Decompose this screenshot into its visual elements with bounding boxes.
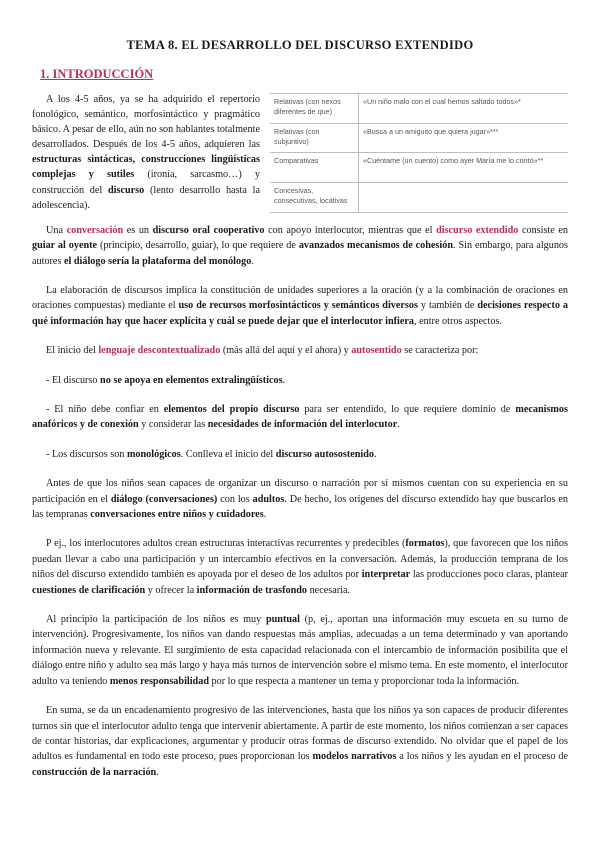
paragraph-participacion: Al principio la participación de los niños es muy puntual (p, ej., aportan una información muy escueta en su turno de intervención). Progresivamente, los niños van dando respuestas más amplias, adecuadas a un tema determinado y van aportando información nueva y relevante. El surgimiento de esta capacidad relacionada con el intercambio de información posibilita que el diálogo entre niño y adulto sea más largo y haya más turnos de intervención sobre el mismo tema. En este momento, el interlocutor adulto va teniendo menos responsabilidad por lo que respecta a mantener un tema y proporcionar toda la información. (32, 614, 568, 687)
paragraph-elaboracion: La elaboración de discursos implica la constitución de unidades superiores a la oración (y a la combinación de oraciones en oraciones compuestas) mediante el uso de recursos morfosintácticos y semánticos diversos y también de decisiones respecto a qué información hay que hacer explícita y cuál se puede dejar que el interlocutor infiera, entre otros aspectos. (32, 284, 568, 327)
paragraph-conversacion: Una conversación es un discurso oral cooperativo con apoyo interlocutor, mientras que el discurso extendido consiste en guiar al oyente (principio, desarrollo, guiar), lo que requiere de avanzados mecanismos de cohesión. Sin embargo, para algunos autores el diálogo sería la plataforma del monólogo. (32, 224, 568, 267)
table-row (270, 183, 568, 213)
table-label-cell: Relativas (con subjuntivo) (270, 123, 359, 153)
paragraph-lenguaje: El inicio del lenguaje descontextualizado (más allá del aquí y el ahora) y autosentido se caracteriza por: (46, 345, 479, 357)
table-example-cell: «Un niño malo con el cual hemos saltado todos»* (359, 94, 569, 124)
table-label-cell: Relativas (con nexos diferentes de que) (270, 94, 359, 124)
section-heading: 1. INTRODUCCIÓN (40, 67, 154, 81)
document-title: TEMA 8. EL DESARROLLO DEL DISCURSO EXTENDIDO (126, 38, 474, 52)
table-example-cell: «Busca a un amiguito que quiera jugar»*** (359, 123, 569, 153)
paragraph-formatos: P ej., los interlocutores adultos crean estructuras interactivas recurrentes y predecibles (formatos), que favorecen que los niños puedan llevar a cabo una participación y un intercambio efectivos en la conversación. Además, la producción temprana de los niños del discurso extendido también es apoyada por el deseo de los adultos por interpretar las producciones poco claras, plantear cuestiones de clarificación y ofrecer la información de trasfondo necesaria. (32, 538, 568, 596)
table-label-cell: Concesivas, consecutivas, locativas (270, 183, 359, 213)
intro-paragraph: A los 4-5 años, ya se ha adquirido el repertorio fonológico, semántico, morfosintáctico y pragmático básico. A pesar de ello, aún no son hablantes totalmente desarrollados. Después de los 4-5 años, adquieren las estructuras sintácticas, construcciones lingüísticas complejas y sutiles (ironía, sarcasmo…) y construcción del discurso (lento desarrollo hasta la adolescencia). (32, 94, 260, 211)
table-example-cell (359, 183, 569, 213)
intro-section (32, 92, 568, 213)
bullet-item: - El niño debe confiar en elementos del propio discurso para ser entendido, lo que requiere dominio de mecanismos anafóricos y de conexión y considerar las necesidades de información del interlocutor. (32, 404, 568, 431)
table-row (270, 94, 568, 124)
bullet-item: - Los discursos son monológicos. Conlleva el inicio del discurso autosostenido. (46, 448, 377, 460)
paragraph-origenes: Antes de que los niños sean capaces de organizar un discurso o narración por sí mismos cuentan con su experiencia en su participación en el diálogo (conversaciones) con los adultos. De hecho, los orígenes del discurso extendido hay que buscarlos en las tempranas conversaciones entre niños y cuidadores. (32, 478, 568, 521)
relative-clauses-table (270, 93, 568, 213)
paragraph-suma: En suma, se da un encadenamiento progresivo de las intervenciones, hasta que los niños ya son capaces de producir diferentes turnos sin que el interlocutor adulto tenga que intervenir abiertamente. A partir de este momento, los niños comienzan a ser capaces de contar historias, dar explicaciones, argumentar y producir otras formas de discurso extendido. No olvidar que el papel de los adultos es fundamental en todo este proceso, pues proporcionan los modelos narrativos a los niños y les ayudan en el proceso de construcción de la narración. (32, 705, 568, 778)
table-row (270, 123, 568, 153)
table-row (270, 153, 568, 183)
table-example-cell: «Cuéntame (un cuento) como ayer María me lo contó»** (359, 153, 569, 183)
bullet-item: - El discurso no se apoya en elementos extralingüísticos. (46, 374, 286, 386)
table-label-cell: Comparativas (270, 153, 359, 183)
